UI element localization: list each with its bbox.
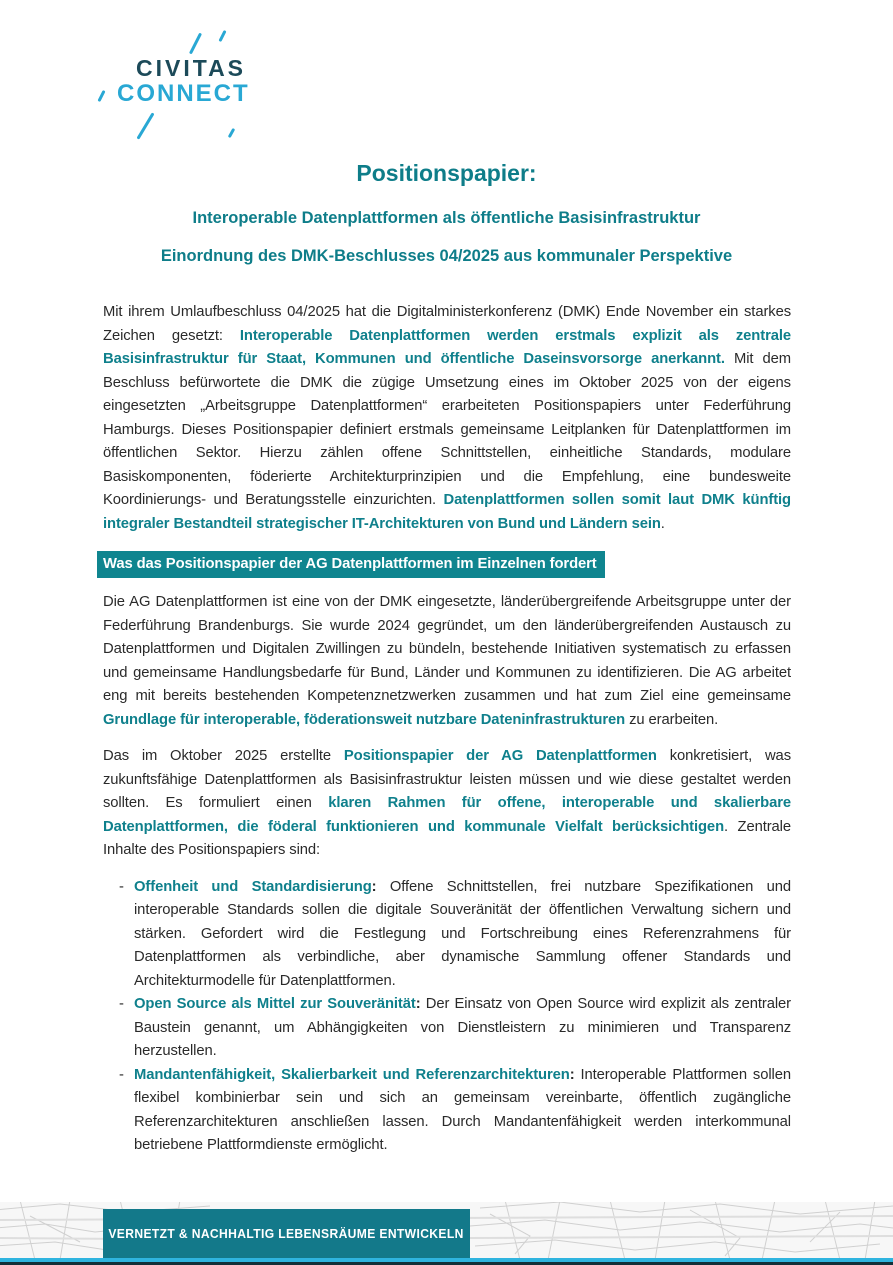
key-points-list <box>103 876 791 1158</box>
logo-slash-icon <box>136 112 154 139</box>
footer-slogan-banner <box>103 1209 470 1258</box>
intro-paragraph: Mit ihrem Umlaufbeschluss 04/2025 hat die Digitalministerkonferenz (DMK) Ende November ein starkes Zeichen gesetzt: Interoperable Datenplattformen werden erstmals explizit als zentrale Basisinfrastruktur für Staat, Kommunen und öffentliche Daseinsvorsorge anerkannt. Mit dem Beschluss befürwortete die DMK die zügige Umsetzung eines im Oktober 2025 von der eigens eingesetzten „Arbeitsgruppe Datenplattformen“ erarbeiteten Positionspapiers unter Federführung Hamburgs. Dieses Positionspapier definiert erstmals gemeinsame Leitplanken für Datenplattformen im öffentlichen Sektor. Hierzu zählen offene Schnittstellen, einheitliche Standards, modulare Basiskomponenten, föderierte Architekturprinzipien und die Empfehlung, eine bundesweite Koordinierungs- und Beratungsstelle einzurichten. Datenplattformen sollen somit laut DMK künftig integraler Bestandteil strategischer IT-Architekturen von Bund und Ländern sein. <box>103 304 792 532</box>
document-body <box>103 301 791 1158</box>
logo-slash-icon <box>228 128 235 138</box>
document-subtitle-2: Einordnung des DMK-Beschlusses 04/2025 aus kommunaler Perspektive <box>160 247 733 265</box>
ag-datenplattformen-paragraph: Die AG Datenplattformen ist eine von der DMK eingesetzte, länderübergreifende Arbeitsgruppe unter der Federführung Brandenburgs. Sie wurde 2024 gegründet, um den länderübergreifenden Austausch zu Datenplattformen und Digitalen Zwillingen zu bündeln, bestehende Initiativen systematisch zu erfassen und gemeinsame Handlungsbedarfe für Bund, Länder und Kommunen zu identifizieren. Die AG arbeitet eng mit bereits bestehenden Kompetenznetzwerken zusammen und hat zum Ziel eine gemeinsame Grundlage für interoperable, föderationsweit nutzbare Dateninfrastrukturen zu erarbeiten. <box>103 594 791 728</box>
bullet-marker: - <box>119 878 124 895</box>
bullet-text: Open Source als Mittel zur Souveränität: Der Einsatz von Open Source wird explizit als zentraler Baustein genannt, um Abhängigkeiten von Dienstleistern zu minimieren und Transparenz herzustellen. <box>134 996 791 1059</box>
bullet-marker: - <box>119 1066 124 1083</box>
section-header-highlight: Was das Positionspapier der AG Datenplattformen im Einzelnen fordert <box>97 551 605 578</box>
page-footer <box>0 1202 893 1265</box>
bullet-item-open-source <box>103 993 791 1064</box>
logo-slash-icon <box>189 33 202 55</box>
bullet-marker: - <box>119 996 124 1012</box>
title-block <box>0 160 893 285</box>
footer-slogan-text: VERNETZT & NACHHALTIG LEBENSRÄUME ENTWICKELN <box>108 1226 465 1241</box>
logo-connect-text: CONNECT <box>117 80 250 107</box>
bullet-item-mandantenfaehigkeit <box>103 1064 791 1158</box>
document-subtitle-1: Interoperable Datenplattformen als öffentliche Basisinfrastruktur <box>192 209 701 227</box>
positionspapier-paragraph: Das im Oktober 2025 erstellte Positionspapier der AG Datenplattformen konkretisiert, was zukunftsfähige Datenplattformen als Basisinfrastruktur leisten müssen und wie diese gestaltet werden sollten. Es formuliert einen klaren Rahmen für offene, interoperable und skalierbare Datenplattformen, die föderal funktionieren und kommunale Vielfalt berücksichtigen. Zentrale Inhalte des Positionspapiers sind: <box>103 748 791 858</box>
document-title: Positionspapier: <box>356 160 537 186</box>
bullet-item-offenheit <box>103 876 791 994</box>
civitas-connect-logo <box>0 0 260 150</box>
bullet-text: Offenheit und Standardisierung: Offene Schnittstellen, frei nutzbare Spezifikationen und interoperable Standards sollen die digitale Souveränität der öffentlichen Verwaltung sichern und stärken. Gefordert wird die Festlegung und Fortschreibung eines Referenzrahmens für Datenplattformen als verbindliche, aber dynamische Sammlung offener Standards und Architekturmodelle für Datenplattformen. <box>134 878 791 989</box>
logo-civitas-text: CIVITAS <box>136 55 247 81</box>
logo-slash-icon <box>97 90 105 102</box>
bullet-text: Mandantenfähigkeit, Skalierbarkeit und Referenzarchitekturen: Interoperable Plattformen sollen flexibel kombinierbar sein und sich an gemeinsam vereinbarte, öffentlich zugängliche Referenzarchitekturen anschließen lassen. Durch Mandantenfähigkeit werden interkommunal betriebene Plattformdienste ermöglicht. <box>134 1066 791 1153</box>
logo-slash-icon <box>218 30 226 42</box>
